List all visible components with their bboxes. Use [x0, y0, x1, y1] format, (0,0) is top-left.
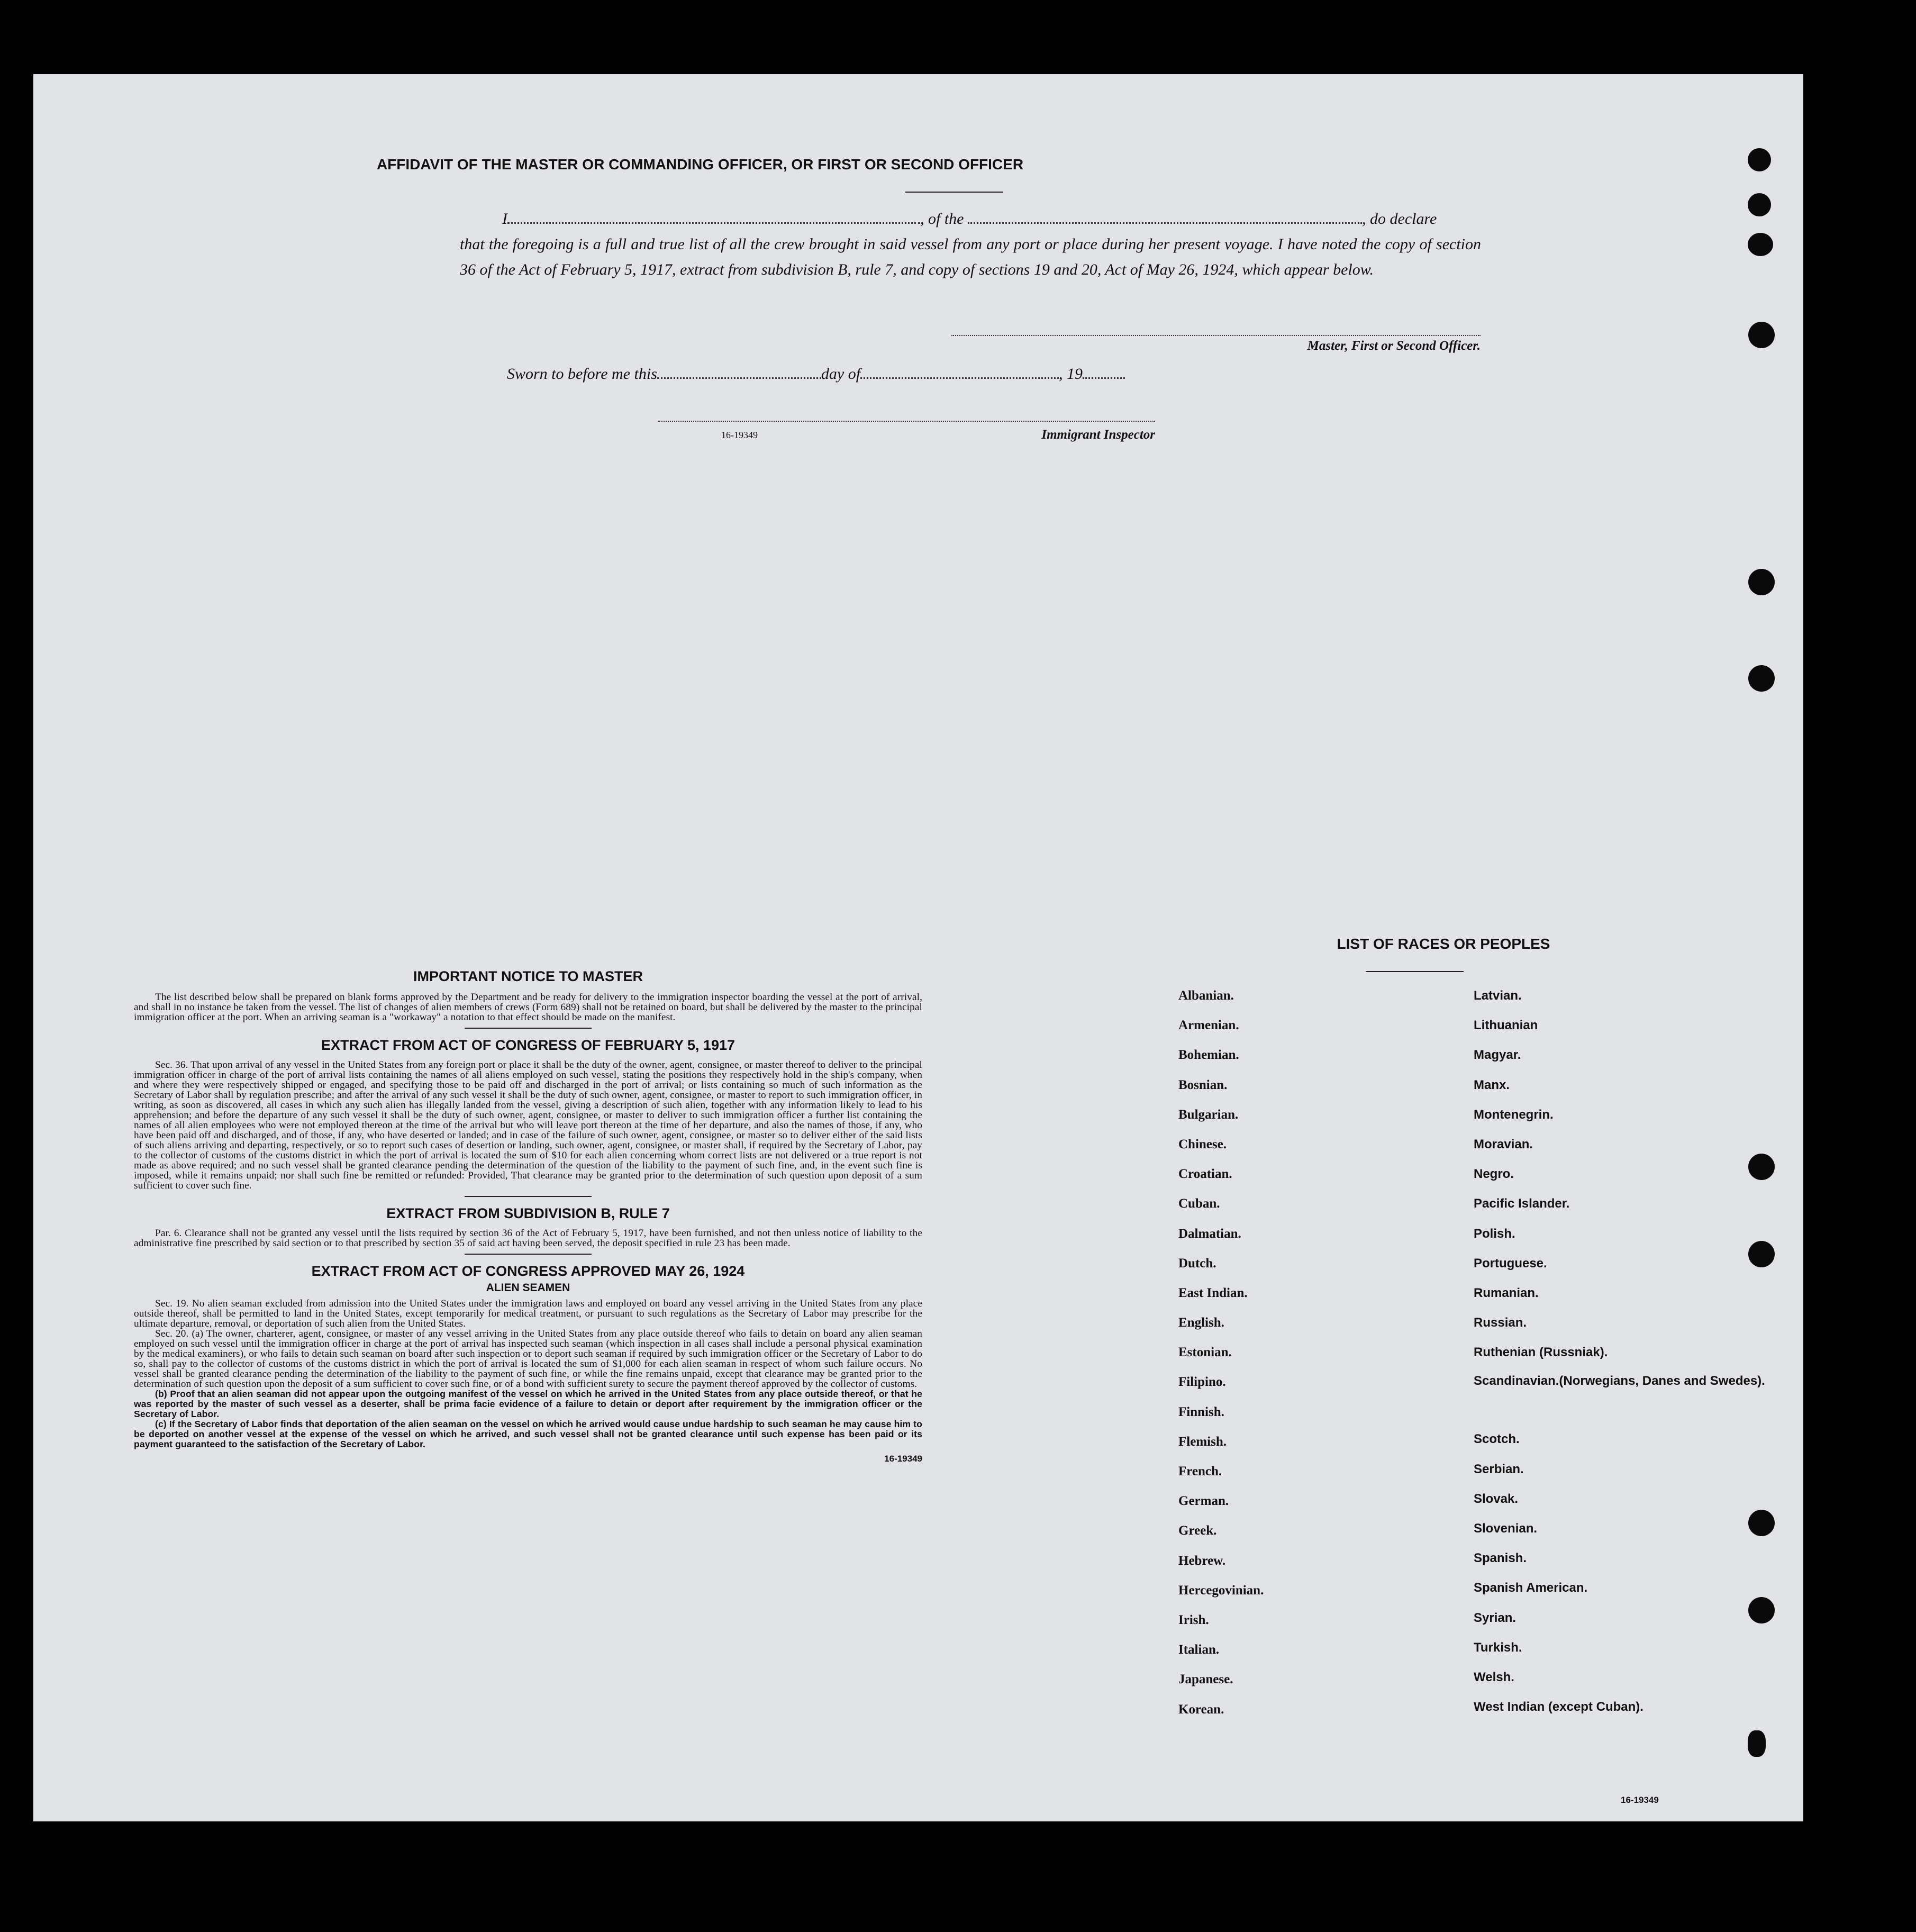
race-item: Flemish. [1178, 1434, 1227, 1449]
race-item: Bosnian. [1178, 1077, 1228, 1092]
divider [465, 1254, 592, 1255]
year-label: , 19 [1059, 365, 1083, 383]
extract-rule7-body: Par. 6. Clearance shall not be granted any vessel until the lists required by section 36 of the Act of February 5, 1917, have been furnished, and not then unless notice of liability to the administrative fine prescribed by said section or to that prescribed by section 35 of said act having been served, the deposit specified in rule 23 has been made. [134, 1228, 922, 1249]
sworn-label: Sworn to before me this [507, 365, 657, 383]
punch-hole [1748, 1510, 1775, 1536]
race-item: Italian. [1178, 1643, 1220, 1657]
race-item: West Indian (except Cuban). [1474, 1700, 1643, 1715]
race-item: Magyar. [1474, 1048, 1521, 1063]
races-divider [1366, 971, 1464, 972]
race-item: Dalmatian. [1178, 1226, 1241, 1241]
race-item: Hercegovinian. [1178, 1583, 1264, 1598]
day-of-label: day of [821, 365, 861, 383]
race-item: Bohemian. [1178, 1048, 1239, 1063]
race-item: Korean. [1178, 1702, 1224, 1717]
form-number-left: 16-19349 [884, 1454, 922, 1464]
race-item: English. [1178, 1316, 1224, 1330]
race-item: Slovenian. [1474, 1521, 1538, 1536]
race-item: Slovak. [1474, 1491, 1519, 1506]
race-item: East Indian. [1178, 1285, 1248, 1300]
race-item: Ruthenian (Russniak). [1474, 1345, 1608, 1360]
affidavit-statement: that the foregoing is a full and true list of all the crew brought in said vessel from any port or place during her present voyage. I have noted the copy of section 36 of the Act of February 5, 1917, extract from subdivision B, rule 7, and copy of sections 19 and 20, Act of May 26, 1924, which appear below. [460, 235, 1481, 278]
punch-hole [1748, 233, 1773, 256]
punch-hole [1748, 1154, 1775, 1180]
race-item: Chinese. [1178, 1137, 1227, 1151]
extract-1917-title: EXTRACT FROM ACT OF CONGRESS OF FEBRUARY 5, 1917 [321, 1037, 735, 1053]
race-item: Manx. [1474, 1077, 1510, 1092]
race-item: Croatian. [1178, 1167, 1232, 1182]
race-item: Spanish American. [1474, 1581, 1588, 1595]
punch-hole [1748, 148, 1771, 171]
races-title: LIST OF RACES OR PEOPLES [1337, 936, 1550, 952]
race-item: Serbian. [1474, 1462, 1524, 1476]
race-item: Scandinavian.(Norwegians, Danes and Swedes). [1474, 1374, 1765, 1389]
race-item: Russian. [1474, 1316, 1527, 1330]
race-item: Japanese. [1178, 1672, 1233, 1687]
punch-hole [1748, 1597, 1775, 1623]
race-item: Hebrew. [1178, 1553, 1226, 1568]
race-item: Greek. [1178, 1523, 1217, 1538]
race-item: Lithuanian [1474, 1018, 1538, 1033]
race-item: Latvian. [1474, 988, 1522, 1003]
inspector-signature-field[interactable] [658, 421, 1155, 422]
race-item: Welsh. [1474, 1670, 1514, 1684]
form-sheet [33, 74, 1803, 1821]
notice-title: IMPORTANT NOTICE TO MASTER [413, 968, 643, 984]
race-item: Polish. [1474, 1226, 1515, 1241]
race-item: Portuguese. [1474, 1256, 1547, 1271]
race-item: Spanish. [1474, 1551, 1527, 1566]
race-item: Negro. [1474, 1167, 1514, 1182]
sec-20c-paragraph: (c) If the Secretary of Labor finds that deportation of the alien seaman on the vessel on which he arrived would cause undue hardship to such seaman he may cause him to be deported on another vessel at the expense of the vessel on which he arrived, and such vessel shall not be granted clearance until such expense has been paid or its payment guaranteed to the satisfaction of the Secretary of Labor. [134, 1419, 922, 1449]
race-item: Albanian. [1178, 988, 1234, 1003]
legal-extracts [134, 968, 922, 1464]
master-signature-field[interactable] [951, 335, 1481, 336]
race-item: German. [1178, 1494, 1229, 1509]
declaration-line [460, 206, 1481, 232]
inspector-caption: Immigrant Inspector [1041, 428, 1155, 442]
notice-body: The list described below shall be prepared on blank forms approved by the Department and be ready for delivery to the immigration inspector boarding the vessel at the port of arrival, and shall in no instance be taken from the vessel. The list of changes of alien members of crews (Form 689) shall not be retained on board, but shall be delivered by the master to the principal immigration officer at the port. When an arriving seaman is a "workaway" a notation to that effect should be made on the manifest. [134, 992, 922, 1023]
of-the-label: , of the [920, 210, 964, 228]
vessel-name-field[interactable] [968, 222, 1362, 224]
race-item: Estonian. [1178, 1345, 1232, 1360]
extract-1924-title: EXTRACT FROM ACT OF CONGRESS APPROVED MAY 26, 1924 [311, 1263, 745, 1279]
divider [465, 1028, 592, 1029]
races-left-column [1178, 981, 1454, 1725]
punch-hole [1748, 193, 1771, 216]
punch-hole [1748, 665, 1775, 692]
sworn-year-field[interactable] [1083, 377, 1125, 379]
officer-name-field[interactable] [507, 222, 920, 224]
race-item: Armenian. [1178, 1018, 1239, 1033]
race-item: Scotch. [1474, 1432, 1520, 1447]
extract-1924-subtitle: ALIEN SEAMEN [486, 1282, 570, 1294]
declare-label: , do declare [1362, 210, 1437, 228]
sec-20b-paragraph: (b) Proof that an alien seaman did not appear upon the outgoing manifest of the vessel on which he arrived in the United States from any place outside thereof, or that he was reported by the master of such vessel as a deserter, shall be prima facie evidence of a failure to detain or deport after requirement by the immigration officer or the Secretary of Labor. [134, 1389, 922, 1419]
race-item: Dutch. [1178, 1256, 1216, 1271]
race-item: Montenegrin. [1474, 1107, 1554, 1122]
sworn-month-field[interactable] [860, 377, 1059, 379]
affidavit-title: AFFIDAVIT OF THE MASTER OR COMMANDING OFFICER, OR FIRST OR SECOND OFFICER [376, 156, 1024, 173]
race-item: French. [1178, 1464, 1222, 1479]
race-item: Filipino. [1178, 1375, 1226, 1390]
divider [465, 1196, 592, 1197]
race-item: Finnish. [1178, 1404, 1224, 1419]
affidavit-body [460, 206, 1481, 283]
race-item: Pacific Islander. [1474, 1196, 1570, 1211]
extract-rule7-title: EXTRACT FROM SUBDIVISION B, RULE 7 [386, 1205, 670, 1221]
punch-hole [1748, 322, 1775, 348]
sec-20a-paragraph: Sec. 20. (a) The owner, charterer, agent, consignee, or master of any vessel arriving in the United States from any place outside thereof who fails to detain on board any alien seaman employed on such vessel until the immigration officer in charge at the port of arrival has inspected such seaman (which inspection in all cases shall include a personal physical examination by the medical examiners), or who fails to detain such seaman on board after such inspection or to deport such seaman if required by such immigration officer or the Secretary of Labor to do so, shall pay to the collector of customs of the customs district in which the port of arrival is located the sum of $1,000 for each alien seaman in respect of whom such failure occurs. No vessel shall be granted clearance pending the determination of the liability to the payment of such fine, or while the fine remains unpaid, except that clearance may be granted prior to the determination of such question upon the deposit of a sum sufficient to cover such fine, or of a bond with sufficient surety to secure the payment thereof approved by the collector of customs. [134, 1328, 922, 1390]
signature-caption: Master, First or Second Officer. [1307, 339, 1481, 353]
affidavit-divider [905, 192, 1003, 193]
form-number-right: 16-19349 [1621, 1795, 1659, 1805]
i-label: I [502, 210, 507, 228]
punch-hole [1748, 1241, 1775, 1267]
races-right-column [1474, 981, 1791, 1722]
race-item: Syrian. [1474, 1610, 1517, 1625]
race-item: Bulgarian. [1178, 1107, 1239, 1122]
extract-1917-body: Sec. 36. That upon arrival of any vessel in the United States from any foreign port or place it shall be the duty of the owner, agent, consignee, or master thereof to deliver to the principal immigration officer in charge of the port of arrival lists containing the names of all aliens employed on such vessel, stating the positions they respectively hold in the ship's company, when and where they were respectively shipped or engaged, and specifying those to be paid off and discharged in the port of arrival; or lists containing so much of such information as the Secretary of Labor shall by regulation prescribe; and after the arrival of any such vessel it shall be the duty of such owner, agent, consignee, or master to report to such immigration officer, in writing, as soon as discovered, all cases in which any such alien has illegally landed from the vessel, giving a description of such alien, together with any information likely to lead to his apprehension; and before the departure of any such vessel it shall be the duty of such owner, agent, consignee, or master to deliver to such immigration officer a further list containing the names of all alien employees who were not employed thereon at the time of the arrival but who will leave port thereon at the time of her departure, and also the names of those, if any, who have been paid off and discharged, and of those, if any, who have deserted or landed; and in case of the failure of such owner, agent, consignee, or master so to deliver either of the said lists of such aliens arriving and departing, respectively, or so to report such cases of desertion or landing, such owner, agent, consignee, or master shall, if required by the Secretary of Labor, pay to the collector of customs of the customs district in which the port of arrival is located the sum of $10 for each alien concerning whom correct lists are not delivered or a true report is not made as above required; and no such vessel shall be granted clearance pending the determination of the question of the liability to the payment of such fine, and, in the event such fine is imposed, while it remains unpaid; nor shall such fine be remitted or refunded: Provided, That clearance may be granted prior to the determination of such question upon deposit of a sum sufficient to cover such fine. [134, 1059, 922, 1191]
race-item: Turkish. [1474, 1640, 1522, 1655]
form-number-top: 16-19349 [721, 430, 758, 440]
sec-19-paragraph: Sec. 19. No alien seaman excluded from admission into the United States under the immigration laws and employed on board any vessel arriving in the United States from any place outside thereof, shall be permitted to land in the United States, except temporarily for medical treatment, or pursuant to such regulations as the Secretary of Labor may prescribe for the ultimate departure, removal, or deportation of such alien from the United States. [134, 1298, 922, 1329]
sworn-day-field[interactable] [657, 377, 821, 379]
punch-hole [1748, 569, 1775, 595]
punch-hole [1748, 1730, 1766, 1757]
race-item: Rumanian. [1474, 1285, 1539, 1300]
sworn-line [507, 365, 1125, 383]
race-item: Cuban. [1178, 1196, 1220, 1211]
race-item: Moravian. [1474, 1137, 1533, 1151]
race-item: Irish. [1178, 1612, 1209, 1627]
